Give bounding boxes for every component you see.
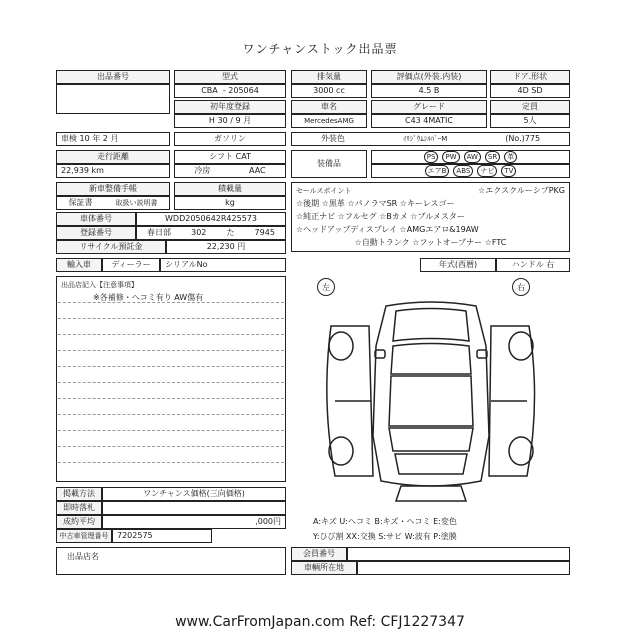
note-line <box>58 462 284 463</box>
dealer-value: ディーラー <box>102 258 160 272</box>
door-label: ドア.形状 <box>490 70 570 84</box>
exhibitor-box <box>56 547 286 575</box>
vehicle-location-label: 車輌所在地 <box>291 561 357 575</box>
wheel-rear-right <box>509 437 533 465</box>
exterior-color-value: ｲﾘｼﾞｳﾑｼﾙﾊﾞｰM <box>402 134 448 143</box>
member-value <box>347 547 570 561</box>
selling-point-2: ☆後期 ☆黒革 ☆パノラマSR ☆キーレスゴー <box>296 199 455 209</box>
model-label: 型式 <box>174 70 286 84</box>
door-value: 4D SD <box>490 84 570 98</box>
ac-label: 冷房 <box>194 166 211 175</box>
trunk-outline <box>395 454 467 474</box>
windshield-outline <box>391 344 471 375</box>
wheel-front-right <box>509 332 533 360</box>
manual-label: 取扱い説明書 <box>115 198 158 207</box>
equip-leather: 革 <box>504 151 517 163</box>
car-diagram <box>291 286 570 506</box>
color-number: (No.)775 <box>505 134 541 143</box>
avg-value: ,000円 <box>102 515 286 529</box>
equip-sr: SR <box>485 151 500 163</box>
recycle-label: リサイクル預託金 <box>56 240 166 254</box>
score-value: 4.5 B <box>371 84 487 98</box>
notes-line-1: ※各補修・ヘコミ有り AW傷有 <box>93 293 204 302</box>
rear-view-outline <box>396 486 466 501</box>
warranty-label: 保証書 <box>68 198 93 207</box>
record-label: 新車整備手帳 <box>56 182 170 196</box>
note-line <box>58 366 284 367</box>
shaken-value: 車検 10 年 2 月 <box>56 132 170 146</box>
reg-class: 302 <box>191 228 207 237</box>
footer-reference: www.CarFromJapan.com Ref: CFJ1227347 <box>175 614 465 630</box>
roof-outline <box>389 376 473 426</box>
first-reg-label: 初年度登録 <box>174 100 286 114</box>
note-line <box>58 318 284 319</box>
reg-kana: た <box>226 228 235 237</box>
mgmt-value: 7202575 <box>112 529 212 543</box>
equipment-label: 装備品 <box>291 150 367 178</box>
note-line <box>58 302 284 303</box>
method-value: ワンチャンス価格(三向価格) <box>102 487 286 501</box>
warranty-row <box>56 196 170 210</box>
equip-aw: AW <box>464 151 481 163</box>
exhibitor-label: 出品店名 <box>67 552 99 561</box>
selling-points-box <box>291 182 570 252</box>
selling-point-4: ☆ヘッドアップディスプレイ ☆AMGエアロ&19AW <box>296 224 479 234</box>
grade-value: C43 4MATIC <box>371 114 487 128</box>
capacity-value: 5人 <box>490 114 570 128</box>
model-code: - 205064 <box>222 86 259 95</box>
mileage-value: 22,939 km <box>56 164 170 178</box>
loading-label: 積載量 <box>174 182 286 196</box>
car-name-label: 車名 <box>291 100 367 114</box>
left-side-label: 左 <box>317 278 335 296</box>
avg-label: 成約平均 <box>56 515 102 529</box>
year-label: 年式(西暦) <box>420 258 496 272</box>
page-title: ワンチャンストック出品票 <box>242 42 398 56</box>
wheel-front-left <box>329 332 353 360</box>
capacity-label: 定員 <box>490 100 570 114</box>
hood-outline <box>393 309 469 342</box>
selling-points-label: セールスポイント <box>296 186 352 195</box>
car-name-value: MercedesAMG <box>291 114 367 128</box>
exterior-color-label: 外装色 <box>320 134 345 143</box>
recycle-value: 22,230 円 <box>166 240 286 254</box>
selling-point-5: ☆自動トランク ☆フットオープナー ☆FTC <box>354 237 507 247</box>
loading-value: kg <box>174 196 286 210</box>
diagram-area <box>291 276 570 526</box>
equip-tv: TV <box>501 165 516 177</box>
equip-abs: ABS <box>453 165 473 177</box>
note-line <box>58 334 284 335</box>
equip-navi: ナビ <box>477 165 497 177</box>
selling-point-1: ☆エクスクルーシブPKG <box>478 186 565 196</box>
lot-value <box>56 84 170 114</box>
notes-box <box>56 276 286 482</box>
fuel-value: ガソリン <box>174 132 286 146</box>
registration-value <box>136 226 286 240</box>
chassis-label: 車体番号 <box>56 212 136 226</box>
note-line <box>58 430 284 431</box>
lot-label: 出品番号 <box>56 70 170 84</box>
instant-value <box>102 501 286 515</box>
first-reg-value: H 30 / 9 月 <box>174 114 286 128</box>
mgmt-label: 中古車管理番号 <box>56 529 112 543</box>
registration-label: 登録番号 <box>56 226 136 240</box>
model-prefix: CBA <box>201 86 218 95</box>
selling-point-3: ☆純正ナビ ☆フルセグ ☆Bカメ ☆ブルメスター <box>296 211 465 221</box>
member-label: 会員番号 <box>291 547 347 561</box>
exterior-color-row <box>291 132 570 146</box>
note-line <box>58 398 284 399</box>
ac-row <box>174 164 286 178</box>
method-label: 掲載方法 <box>56 487 102 501</box>
equip-ps: PS <box>424 151 439 163</box>
vehicle-location-value <box>357 561 570 575</box>
reg-place: 春日部 <box>147 228 172 237</box>
chassis-value: WDD2050642R425573 <box>136 212 286 226</box>
note-line <box>58 446 284 447</box>
equipment-row-2 <box>371 164 570 178</box>
right-side-label: 右 <box>512 278 530 296</box>
grade-label: グレード <box>371 100 487 114</box>
model-value <box>174 84 286 98</box>
note-line <box>58 414 284 415</box>
note-line <box>58 350 284 351</box>
equip-pw: PW <box>442 151 459 163</box>
score-label: 評価点(外装.内装) <box>371 70 487 84</box>
equipment-row-1 <box>371 150 570 164</box>
instant-label: 即時落札 <box>56 501 102 515</box>
note-line <box>58 382 284 383</box>
serial-label: シリアルNo <box>160 258 286 272</box>
displacement-label: 排気量 <box>291 70 367 84</box>
legend-line-1: A:キズ U:ヘコミ B:キズ・ヘコミ E:変色 <box>313 517 457 526</box>
reg-number: 7945 <box>254 228 275 237</box>
handle-value: ハンドル 右 <box>496 258 570 272</box>
import-label: 輸入車 <box>56 258 102 272</box>
wheel-rear-left <box>329 437 353 465</box>
notes-header: 出品店記入【注意事項】 <box>61 281 138 289</box>
ac-value: AAC <box>249 166 266 175</box>
equip-airbag: エアB <box>425 165 450 177</box>
rear-window-outline <box>389 428 473 451</box>
shift-value: シフト CAT <box>174 150 286 164</box>
displacement-value: 3000 cc <box>291 84 367 98</box>
legend-line-2: Y:ひび割 XX:交換 S:サビ W:波有 P:塗膜 <box>313 532 457 541</box>
mileage-label: 走行距離 <box>56 150 170 164</box>
